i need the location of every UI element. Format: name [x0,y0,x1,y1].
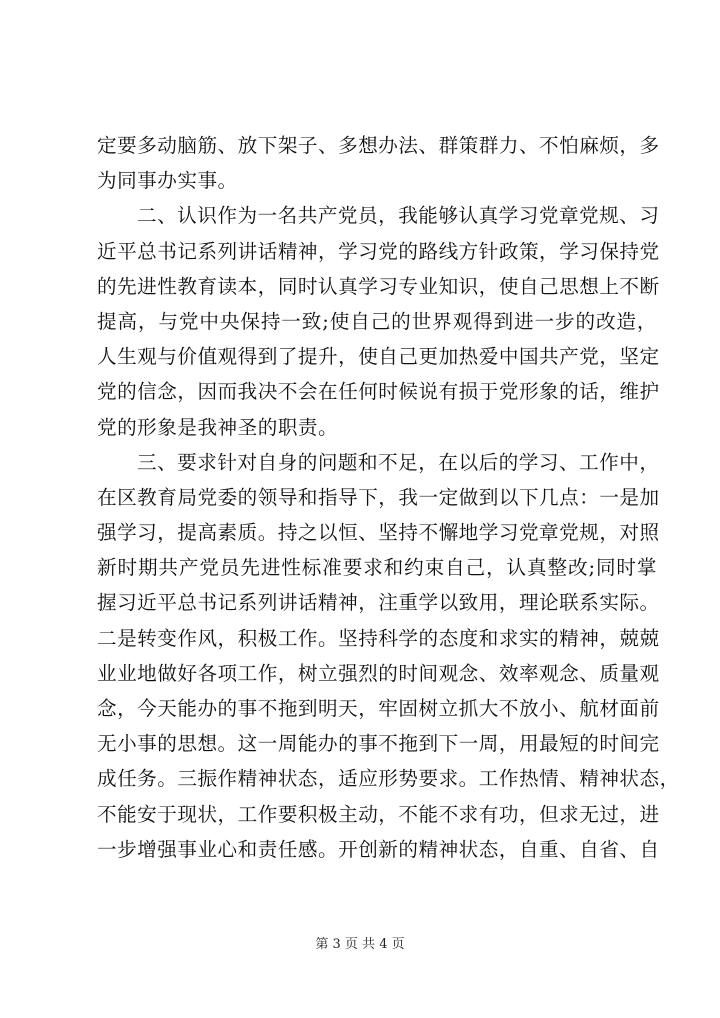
text-line: 成任务。三振作精神状态，适应形势要求。工作热情、精神状态， [97,767,680,791]
text-line: 在区教育局党委的领导和指导下，我一定做到以下几点：一是加 [97,485,660,509]
text-line: 三、要求针对自身的问题和不足，在以后的学习、工作中， [137,450,660,474]
body-text [97,128,680,867]
text-line: 强学习，提高素质。持之以恒、坚持不懈地学习党章党规，对照 [97,521,660,545]
text-line: 无小事的思想。这一周能办的事不拖到下一周，用最短的时间完 [97,732,660,756]
text-line: 定要多动脑筋、放下架子、多想办法、群策群力、不怕麻烦，多 [97,134,660,157]
text-line: 新时期共产党员先进性标准要求和约束自己，认真整改;同时掌 [97,556,657,580]
text-line: 的先进性教育读本，同时认真学习专业知识，使自己思想上不断 [97,274,660,298]
text-line: 一步增强事业心和责任感。开创新的精神状态，自重、自省、自 [97,837,660,861]
page-footer: 第 3 页 共 4 页 [315,937,405,952]
text-line: 业业地做好各项工作，树立强烈的时间观念、效率观念、质量观 [97,661,660,685]
text-line: 人生观与价值观得到了提升，使自己更加热爱中国共产党，坚定 [97,345,660,369]
text-line: 握习近平总书记系列讲话精神，注重学以致用，理论联系实际。 [97,591,660,615]
text-line: 提高，与党中央保持一致;使自己的世界观得到进一步的改造， [97,309,657,333]
text-line: 党的信念，因而我决不会在任何时候说有损于党形象的话，维护 [97,380,660,404]
text-line: 近平总书记系列讲话精神，学习党的路线方针政策，学习保持党 [97,239,660,263]
text-line: 党的形象是我神圣的职责。 [97,415,339,439]
text-line: 不能安于现状，工作要积极主动，不能不求有功，但求无过，进 [97,802,660,826]
text-line: 二是转变作风，积极工作。坚持科学的态度和求实的精神，兢兢 [97,626,660,650]
text-line: 二、认识作为一名共产党员，我能够认真学习党章党规、习 [137,204,660,228]
text-line: 为同事办实事。 [97,169,238,193]
text-line: 念，今天能办的事不拖到明天，牢固树立抓大不放小、航材面前 [97,697,660,720]
